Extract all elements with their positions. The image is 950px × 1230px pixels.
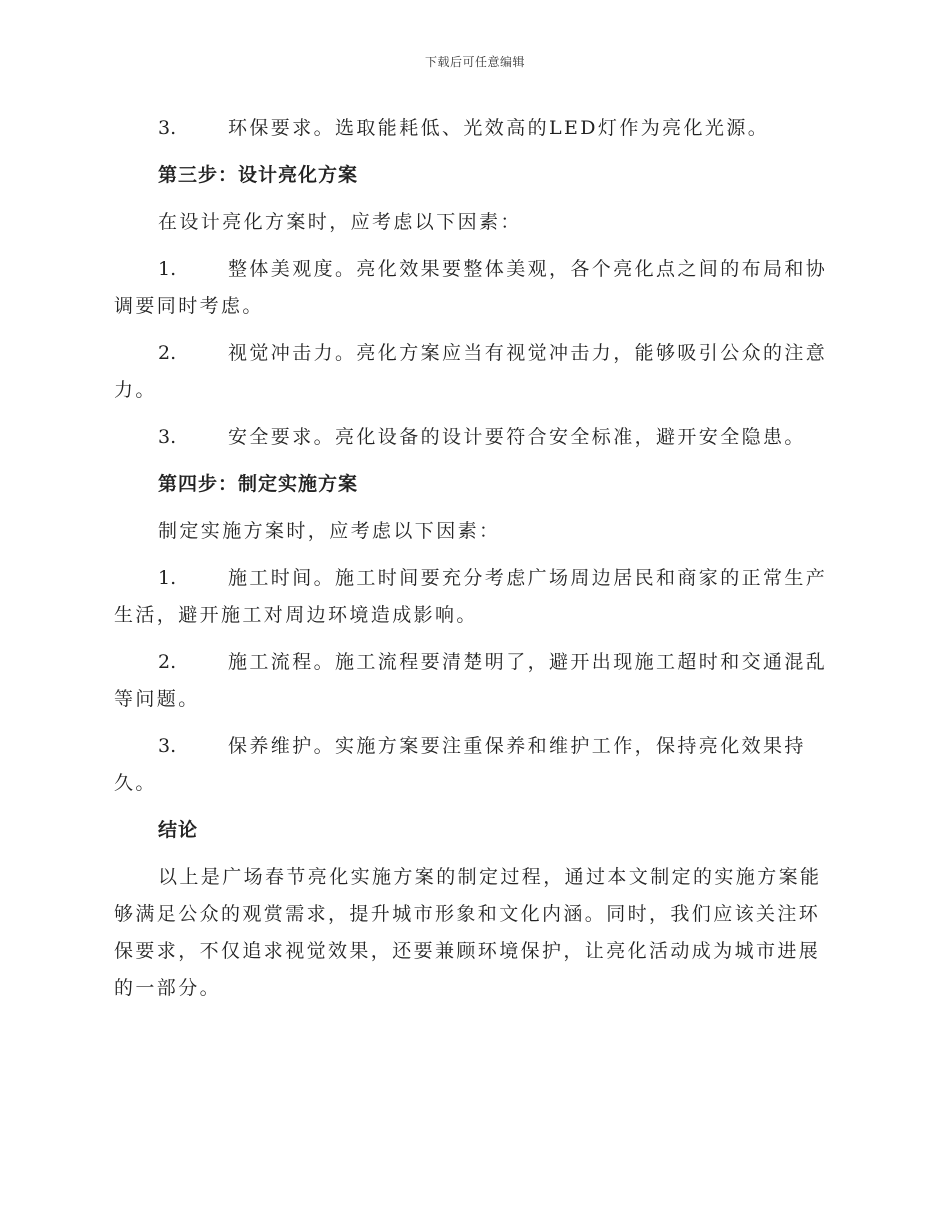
list-item-number: 3. — [158, 426, 177, 448]
list-item-text: 施工流程。施工流程要清楚明了，避开出现施工超时和交通混乱等问题。 — [114, 651, 828, 710]
list-item — [114, 644, 834, 718]
list-item-text: 保养维护。实施方案要注重保养和维护工作，保持亮化效果持久。 — [114, 735, 806, 794]
list-item — [114, 560, 834, 634]
list-item-number: 3. — [158, 117, 177, 139]
section-heading: 第三步：设计亮化方案 — [158, 164, 359, 186]
list-item-number: 2. — [158, 651, 177, 673]
list-item — [114, 419, 834, 456]
list-item-text: 整体美观度。亮化效果要整体美观，各个亮化点之间的布局和协调要同时考虑。 — [114, 258, 828, 317]
section-heading: 结论 — [158, 819, 199, 841]
paragraph: 在设计亮化方案时，应考虑以下因素： — [158, 211, 522, 233]
list-item-text: 视觉冲击力。亮化方案应当有视觉冲击力，能够吸引公众的注意力。 — [114, 342, 828, 401]
list-item-text: 施工时间。施工时间要充分考虑广场周边居民和商家的正常生产生活，避开施工对周边环境造成影响。 — [114, 567, 828, 626]
list-item — [114, 728, 834, 802]
list-item — [114, 251, 834, 325]
list-item-number: 3. — [158, 735, 177, 757]
paragraph: 制定实施方案时，应考虑以下因素： — [158, 520, 501, 542]
list-item — [114, 335, 834, 409]
paragraph: 以上是广场春节亮化实施方案的制定过程，通过本文制定的实施方案能够满足公众的观赏需求，提升城市形象和文化内涵。同时，我们应该关注环保要求，不仅追求视觉效果，还要兼顾环境保护，让亮化活动成为城市进展的一部分。 — [114, 866, 822, 999]
list-item-number: 1. — [158, 258, 177, 280]
list-item-text: 环保要求。选取能耗低、光效高的LED灯作为亮化光源。 — [228, 117, 770, 139]
section-heading: 第四步：制定实施方案 — [158, 473, 359, 495]
document-body — [114, 110, 834, 1017]
list-item-number: 1. — [158, 567, 177, 589]
list-item — [114, 110, 834, 147]
list-item-text: 安全要求。亮化设备的设计要符合安全标准，避开安全隐患。 — [228, 426, 806, 448]
page-header: 下载后可任意编辑 — [424, 55, 525, 69]
list-item-number: 2. — [158, 342, 177, 364]
